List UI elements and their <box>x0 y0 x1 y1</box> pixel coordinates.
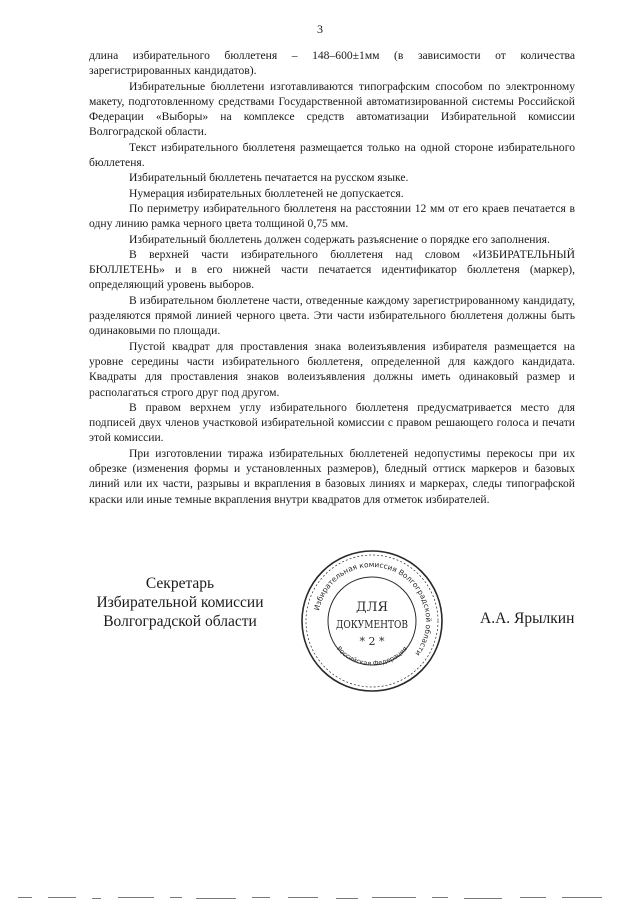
paragraph-empty-square: Пустой квадрат для проставления знака волеизъявления избирателя размещается на уровне середины части избирательного бюллетеня, определенной для каждого кандидата. Квадраты для проставления знаков волеизъявления должны иметь одинаковый размер и располагаться строго друг под другом. <box>89 339 575 399</box>
paragraph-candidate-sections: В избирательном бюллетене части, отведенные каждому зарегистрированному кандидату, разделяются прямой линией черного цвета. Эти части избирательного бюллетеня должны быть одинаковыми по площади. <box>89 293 575 338</box>
stamp-center-line2: ДОКУМЕНТОВ <box>336 618 408 631</box>
stamp-number: * 2 * <box>359 635 385 648</box>
official-stamp <box>298 547 446 695</box>
signer-name: А.А. Ярылкин <box>480 610 575 627</box>
signature-title-line3: Волгоградской области <box>103 613 257 630</box>
paragraph-numbering: Нумерация избирательных бюллетеней не допускается. <box>129 186 404 200</box>
page-number: 3 <box>317 22 323 36</box>
paragraph-instructions: Избирательный бюллетень должен содержать разъяснение о порядке его заполнения. <box>129 232 550 246</box>
signature-title-line1: Секретарь <box>145 575 215 592</box>
paragraph-border-frame: По периметру избирательного бюллетеня на расстоянии 12 мм от его краев печатается в одну линию рамка черного цвета толщиной 0,75 мм. <box>89 201 575 231</box>
paragraph-signatures-place: В правом верхнем углу избирательного бюллетеня предусматривается место для подписей двух членов участковой избирательной комиссии с правом решающего голоса и печати этой комиссии. <box>89 400 575 445</box>
scan-edge-artifact <box>0 896 640 900</box>
document-body <box>89 48 575 507</box>
paragraph-ballot-length: длина избирательного бюллетеня – 148–600±1мм (в зависимости от количества зарегистрированных кандидатов). <box>89 49 575 78</box>
stamp-bottom-text: Российская Федерация <box>334 644 410 668</box>
paragraph-language: Избирательный бюллетень печатается на русском языке. <box>129 171 409 185</box>
paragraph-production-method: Избирательные бюллетени изготавливаются типографским способом по электронному макету, подготовленному средствами Государственной автоматизированной системы Российской Федерации «Выборы» на комплексе средств автоматизации Избирательной комиссии Волгоградской области. <box>89 79 575 139</box>
stamp-seal-graphic <box>298 547 446 695</box>
paragraph-marker: В верхней части избирательного бюллетеня над словом «ИЗБИРАТЕЛЬНЫЙ БЮЛЛЕТЕНЬ» и в его нижней части печатается идентификатор бюллетеня (маркер), определяющий уровень выборов. <box>89 247 575 292</box>
paragraph-one-side-text: Текст избирательного бюллетеня размещается только на одной стороне избирательного бюллетеня. <box>89 140 575 170</box>
signature-block <box>70 574 290 631</box>
signature-title-line2: Избирательной комиссии <box>96 594 264 611</box>
stamp-outer-text: Избирательная комиссия Волгоградской области <box>312 559 434 658</box>
paragraph-print-defects: При изготовлении тиража избирательных бюллетеней недопустимы перекосы при их обрезке (изменения формы и установленных размеров), бледный оттиск маркеров и базовых линий или их части, разрывы и вкрапления в базовых линиях и маркерах, следы типографской краски или иные темные вкрапления внутри квадратов для отметок избирателей. <box>89 446 575 506</box>
stamp-center-line1: ДЛЯ <box>356 600 388 615</box>
